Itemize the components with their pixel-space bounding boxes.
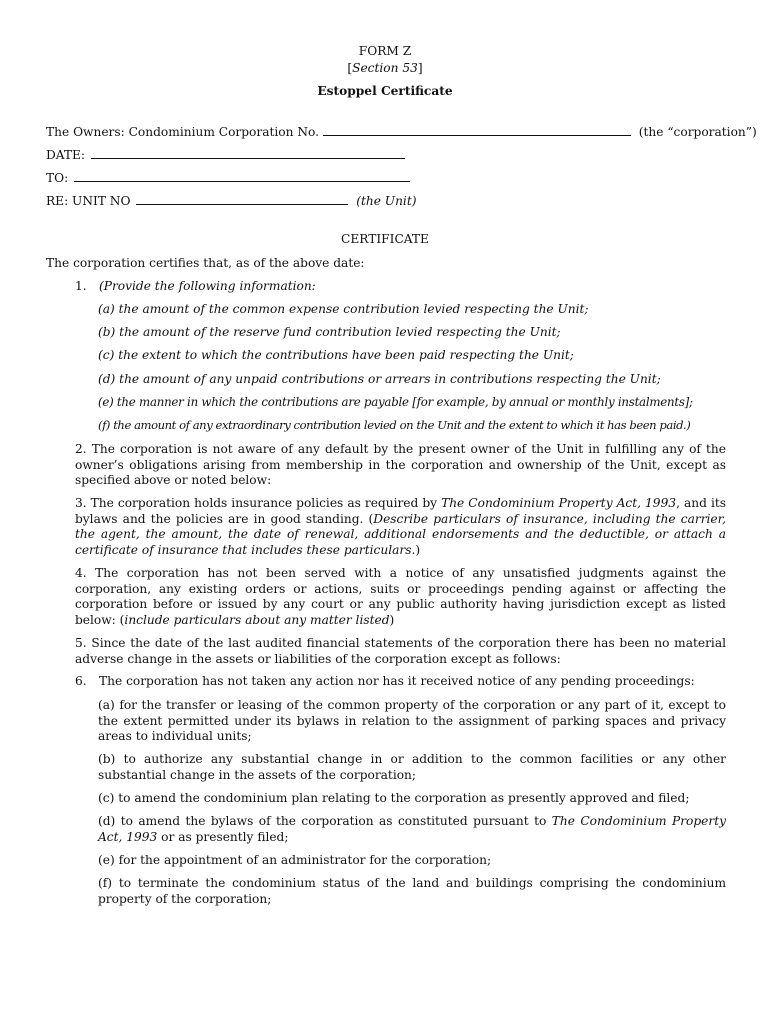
item-4-close: ) [389, 612, 395, 627]
certificate-intro: The corporation certifies that, as of the above date: [46, 256, 365, 270]
owners-row [46, 124, 757, 140]
item-1-sub-f: (f) the amount of any extraordinary contribution levied on the Unit and the extent to which it has been paid.) [98, 418, 691, 432]
section-bracket-close: ] [417, 61, 423, 75]
item-1-sub-c: (c) the extent to which the contributions have been paid respecting the Unit; [98, 348, 574, 362]
unit-number-field[interactable] [136, 193, 348, 205]
item-6-sub-c: (c) to amend the condominium plan relating to the corporation as presently approved and filed; [98, 791, 690, 805]
item-1-sub-b: (b) the amount of the reserve fund contribution levied respecting the Unit; [98, 325, 561, 339]
item-6 [75, 674, 726, 690]
item-1-sub-a: (a) the amount of the common expense contribution levied respecting the Unit; [98, 302, 589, 316]
item-6-sub-a: (a) for the transfer or leasing of the common property of the corporation or any part of it, except to the extent permitted under its bylaws in relation to the assignment of parking spaces and privacy areas to individual units; [98, 698, 726, 743]
to-row [46, 170, 410, 186]
item-5: 5. Since the date of the last audited financial statements of the corporation there has been no material adverse change in the assets or liabilities of the corporation except as follows: [75, 636, 726, 666]
item-1-sub-e: (e) the manner in which the contributions are payable [for example, by annual or monthly instalments]; [98, 395, 693, 409]
date-label: DATE: [46, 148, 86, 162]
owners-suffix: (the “corporation”) [638, 125, 757, 139]
item-3-text-a: 3. The corporation holds insurance policies as required by [75, 496, 442, 510]
date-field[interactable] [91, 147, 405, 159]
item-6-sub-f: (f) to terminate the condominium status of the land and buildings comprising the condominium property of the corporation; [98, 876, 726, 906]
item-3-close: ) [415, 542, 421, 557]
item-1-text: (Provide the following information: [99, 279, 316, 293]
unit-row [46, 193, 416, 209]
item-1 [75, 279, 726, 295]
section-bracket-open: [ [347, 61, 353, 75]
item-2: 2. The corporation is not aware of any default by the present owner of the Unit in fulfilling any of the owner’s obligations arising from membership in the corporation and ownership of the Unit, except as specified above or noted below: [75, 442, 726, 487]
to-field[interactable] [74, 170, 410, 182]
document-title: Estoppel Certificate [317, 84, 453, 98]
date-row [46, 147, 405, 163]
item-6-sub-e: (e) for the appointment of an administrator for the corporation; [98, 853, 492, 867]
certificate-heading: CERTIFICATE [341, 232, 429, 246]
item-4-instructions: include particulars about any matter listed [124, 612, 390, 627]
item-3-text-c: , and its bylaws and the policies are in good standing. ( [75, 496, 726, 526]
item-3-instructions: Describe particulars of insurance, including the carrier, the agent, the amount, the date of renewal, additional endorsements and the deductible, or attach a certificate of insurance that includes these particulars. [75, 511, 726, 557]
item-6-sub-d [98, 814, 726, 845]
section-reference [0, 61, 770, 77]
section-text: Section 53 [352, 61, 418, 75]
item-1-number: 1. [75, 279, 87, 293]
item-3 [75, 496, 726, 558]
to-label: TO: [46, 171, 69, 185]
item-6-sub-d-act-name: The Condominium Property Act, 1993 [98, 814, 726, 844]
item-6-sub-b: (b) to authorize any substantial change in or addition to the common facilities or any other substantial change in the assets of the corporation; [98, 752, 726, 782]
corporation-number-field[interactable] [323, 124, 631, 136]
form-label: FORM Z [358, 44, 412, 58]
owners-label: The Owners: Condominium Corporation No. [46, 125, 319, 139]
unit-suffix: (the Unit) [356, 194, 417, 208]
item-1-sub-d: (d) the amount of any unpaid contributions or arrears in contributions respecting the Unit; [98, 372, 661, 386]
item-3-act-name: The Condominium Property Act, 1993 [441, 496, 677, 510]
item-6-sub-d-text: (d) to amend the bylaws of the corporation as constituted pursuant to [98, 814, 552, 828]
item-4-text-a: 4. The corporation has not been served with a notice of any unsatisfied judgments against the corporation, any existing orders or actions, suits or proceedings pending against or affecting the corporation before or issued by any court or any public authority having jurisdiction except as listed below: ( [75, 566, 726, 627]
item-6-sub-d-tail: or as presently filed; [157, 829, 289, 844]
item-6-text: The corporation has not taken any action nor has it received notice of any pending proceedings: [99, 674, 695, 688]
unit-label: RE: UNIT NO [46, 194, 131, 208]
item-4 [75, 566, 726, 628]
item-6-number: 6. [75, 674, 87, 688]
